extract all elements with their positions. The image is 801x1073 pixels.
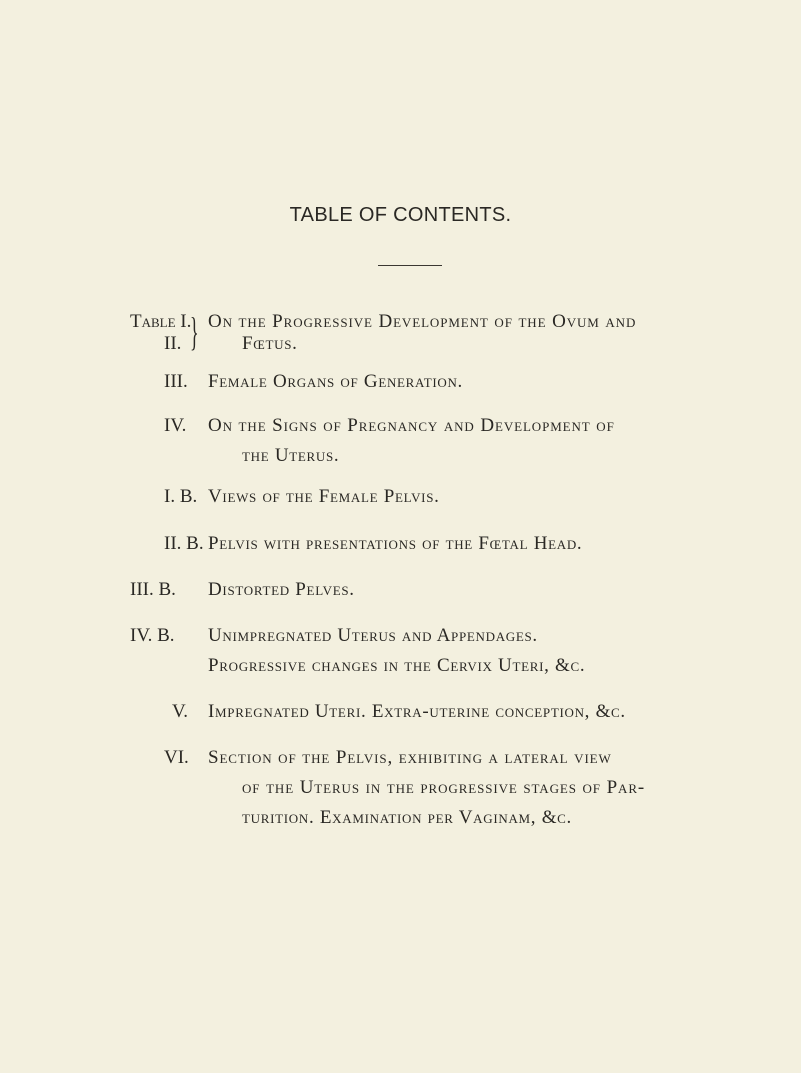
entry-label: VI.	[164, 747, 189, 768]
entry-text: Distorted Pelves.	[208, 579, 355, 600]
entry-label: IV. B.	[130, 625, 175, 646]
entry-text: Fœtus.	[242, 333, 298, 354]
entry-label: I. B.	[164, 486, 198, 507]
entry-text: turition. Examination per Vaginam, &c.	[242, 807, 572, 828]
title-rule	[378, 265, 442, 266]
entry-text: On the Signs of Pregnancy and Development of	[208, 415, 615, 436]
entry-text: Impregnated Uteri. Extra-uterine conception, &c.	[208, 701, 626, 722]
entry-label: III.	[164, 371, 188, 392]
entry-label-table-ii: II.	[164, 333, 182, 354]
entry-text: of the Uterus in the progressive stages of Par-	[242, 777, 646, 798]
entry-label-table-i: Table I.	[130, 311, 192, 332]
entry-label: III. B.	[130, 579, 176, 600]
entry-text: Views of the Female Pelvis.	[208, 486, 440, 507]
entry-text: Unimpregnated Uterus and Appendages.	[208, 625, 538, 646]
entry-label: V.	[172, 701, 189, 722]
entry-label: II. B.	[164, 533, 204, 554]
entry-text: On the Progressive Development of the Ovum and	[208, 311, 637, 332]
entry-text: Progressive changes in the Cervix Uteri, &c.	[208, 655, 586, 676]
entry-text: Female Organs of Generation.	[208, 371, 463, 392]
entry-label: IV.	[164, 415, 187, 436]
entry-text: the Uterus.	[242, 445, 340, 466]
page-title: TABLE OF CONTENTS.	[289, 204, 512, 226]
entry-text: Pelvis with presentations of the Fœtal Head.	[208, 533, 583, 554]
entry-text: Section of the Pelvis, exhibiting a lateral view	[208, 747, 612, 768]
brace-icon: }	[190, 309, 199, 354]
